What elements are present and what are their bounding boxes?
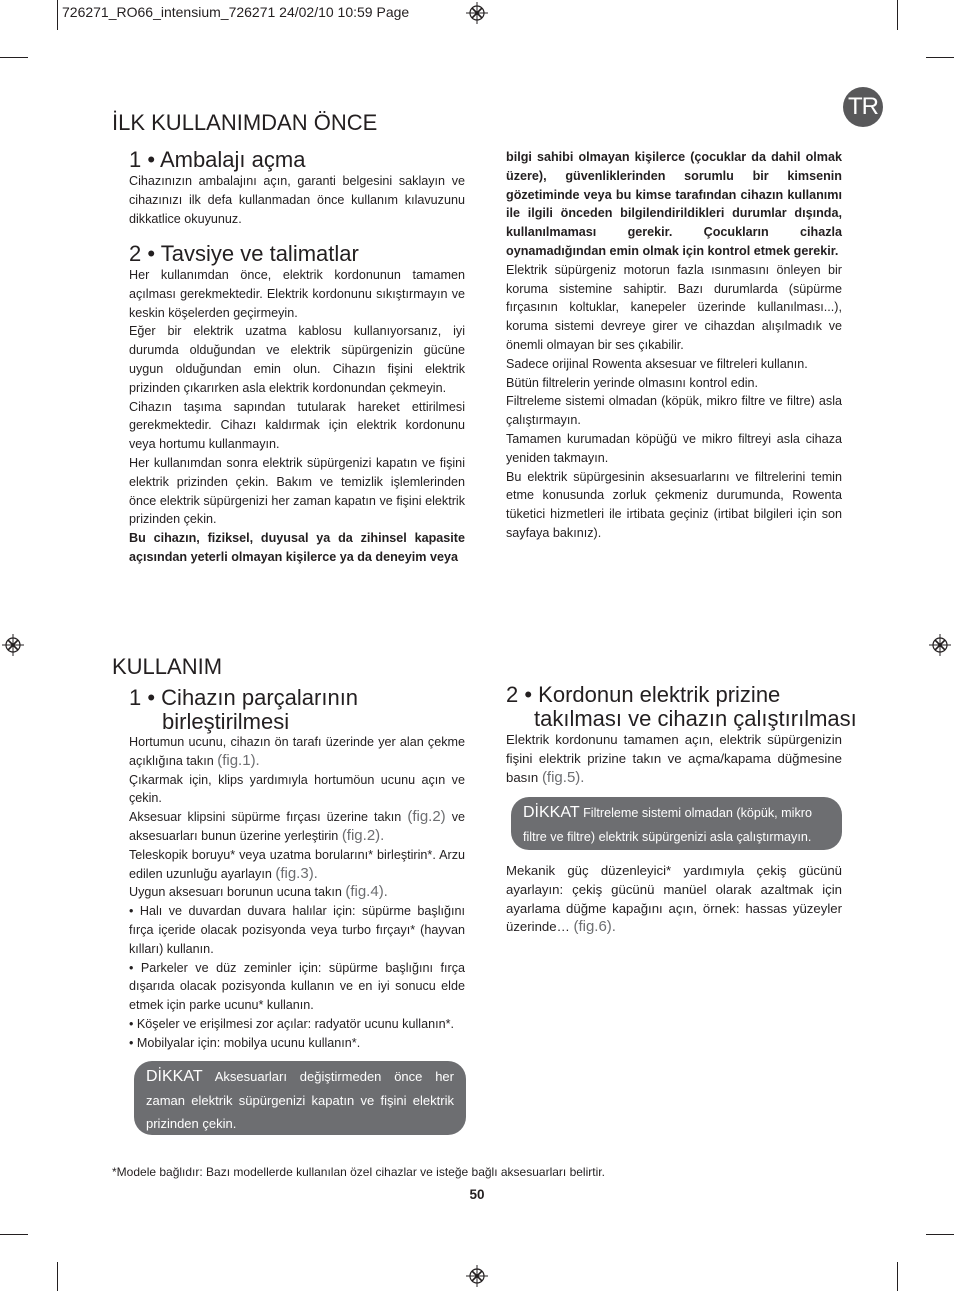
- plugging-text: [506, 731, 842, 787]
- footnote: *Modele bağlıdır: Bazı modellerde kullanılan özel cihazlar ve isteğe bağlı aksesuarları belirtir.: [112, 1165, 605, 1179]
- paragraph: Sadece orijinal Rowenta aksesuar ve filtreleri kullanın.: [506, 356, 808, 371]
- paragraph: [129, 883, 465, 902]
- advice-text-continued: [506, 148, 842, 543]
- paragraph: Çıkarmak için, klips yardımıyla hortumöun ucunu açın ve çekin.: [129, 772, 465, 806]
- power-regulator-text: [506, 862, 842, 937]
- section-title-usage: KULLANIM: [112, 654, 223, 679]
- figure-ref: (fig.1).: [217, 751, 260, 769]
- text: Hortumun ucunu, cihazın ön tarafı üzerinde yer alan çekme açıklığına takın: [129, 735, 465, 768]
- figure-ref: (fig.3).: [275, 864, 318, 882]
- crop-mark: [926, 1234, 954, 1235]
- figure-ref: (fig.5).: [541, 768, 585, 786]
- warning-box-filter: [511, 797, 842, 850]
- crop-mark: [57, 1262, 58, 1291]
- paragraph: [506, 731, 842, 787]
- subsection-title-unpacking: 1 • Ambalajı açma: [129, 147, 306, 172]
- page-number: 50: [469, 1187, 485, 1202]
- warning-keyword: DİKKAT: [146, 1068, 203, 1085]
- crop-mark: [926, 57, 954, 58]
- safety-warning-bold: Bu cihazın, fiziksel, duyusal ya da zihinsel kapasite açısından yeterli olmayan kişilerce ya da deneyim veya: [129, 531, 465, 564]
- paragraph: Cihazın taşıma sapından tutularak hareket ettirilmesi gerekmektedir. Cihazı kaldırmak için elektrik kordonunu veya hortumu kullanmayın.: [129, 399, 465, 452]
- crop-mark: [0, 1234, 28, 1235]
- figure-ref: (fig.6).: [573, 918, 616, 936]
- paragraph: Tamamen kurumadan köpüğü ve mikro filtreyi asla cihaza yeniden takmayın.: [506, 431, 842, 465]
- text: Mekanik güç düzenleyici* yardımıyla çekiş gücünü ayarlayın: çekiş gücünü manüel olarak azaltmak için ayarlama düğme kapağını açın, örnek: hassas yüzeyler üzerinde…: [506, 863, 842, 935]
- crop-mark: [897, 0, 898, 30]
- advice-text: [129, 266, 465, 567]
- warning-text: Aksesuarları değiştirmeden önce her zaman elektrik süpürgenizi kapatın ve fişini elektrik prizinden çekin.: [146, 1069, 454, 1131]
- paragraph: Filtreleme sistemi olmadan (köpük, mikro filtre ve filtre) asla çalıştırmayın.: [506, 394, 842, 428]
- paragraph: Her kullanımdan önce, elektrik kordonunun tamamen açılması gerekmektedir. Elektrik kordonunu sıkıştırmayın ve keskin köşelerden geçirmeyin.: [129, 268, 465, 320]
- paragraph: Elektrik süpürgeniz motorun fazla ısınmasını önleyen bir koruma sistemine sahiptir. Bazı durumlarda (süpürme fırçasının koltuklar, kanepeler üzerinde kullanılması...), koruma sistemi devreye girer ve cihazdan alışılmadık ve önemli olmayan bir ses çıkabilir.: [506, 262, 842, 352]
- registration-mark-icon: [466, 2, 488, 24]
- registration-mark-icon: [466, 1265, 488, 1287]
- figure-ref: (fig.4).: [345, 883, 388, 901]
- registration-mark-icon: [929, 634, 951, 656]
- warning-text: Filtreleme sistemi olmadan (köpük, mikro filtre ve filtre) elektrik süpürgenizi asla çalıştırmayın.: [523, 806, 812, 844]
- section-title-first-use: İLK KULLANIMDAN ÖNCE: [112, 110, 378, 135]
- bullet-item: • Mobilyalar için: mobilya ucunu kullanın*.: [129, 1035, 361, 1050]
- subsection-title-plugging: [506, 683, 857, 731]
- paragraph: [129, 808, 465, 846]
- subsection-title-advice: 2 • Tavsiye ve talimatlar: [129, 241, 359, 266]
- text: Aksesuar klipsini süpürme fırçası üzerine takın: [129, 810, 402, 825]
- bullet-item: • Parkeler ve düz zeminler için: süpürme başlığını fırça dışarıda olacak pozisyonda kullanın ve en iyi sonucu elde etmek için parke ucunu* kullanın.: [129, 960, 465, 1013]
- bullet-item: • Halı ve duvardan duvara halılar için: süpürme başlığını fırça içeride olacak pozisyonda veya turbo fırçayı* (hayvan kılları) kullanın.: [129, 904, 465, 956]
- language-badge: TR: [843, 87, 883, 127]
- crop-mark: [0, 57, 28, 58]
- paragraph: Bütün filtrelerin yerinde olmasını kontrol edin.: [506, 375, 759, 390]
- text: Elektrik kordonunu tamamen açın, elektrik süpürgenizin fişini elektrik prizine takın ve açma/kapama düğmesine basın: [506, 732, 842, 785]
- text: Uygun aksesuarı borunun ucuna takın: [129, 885, 342, 900]
- paragraph: Bu elektrik süpürgesinin aksesuarlarını ve filtrelerini temin etme konusunda zorluk çekmeniz durumunda, Rowenta tüketici hizmetleri ile irtibata geçiniz (irtibat bilgileri için son sayfaya bakınız).: [506, 469, 842, 540]
- figure-ref: (fig.2): [407, 808, 446, 826]
- title-line: birleştirilmesi: [162, 709, 290, 734]
- safety-warning-bold: bilgi sahibi olmayan kişilerce (çocuklar da dahil olmak üzere), güvenliklerinden sorumlu bir kimsenin gözetiminde veya bu kimse tarafından cihazın kullanımı ile ilgili önceden bilgilendirildikleri durumlar dışında, kullanılmaması gerekir. Çocukların cihazla oynamadığından emin olmak için kontrol etmek gerekir.: [506, 150, 842, 258]
- assembly-text: [129, 733, 465, 1053]
- text: Teleskopik boruyu* veya uzatma borularını* birleştirin*. Arzu edilen uzunluğu ayarlayın: [129, 847, 465, 881]
- text: ve aksesuarları bunun üzerine yerleştirin: [129, 810, 466, 843]
- bullet-item: • Köşeler ve erişilmesi zor açılar: radyatör ucunu kullanın*.: [129, 1016, 454, 1031]
- warning-box-accessories: [134, 1061, 466, 1135]
- paragraph: [129, 733, 465, 771]
- crop-mark: [57, 0, 58, 30]
- crop-mark: [897, 1262, 898, 1291]
- title-line: 1 • Cihazın parçalarının: [129, 685, 359, 710]
- paragraph: Her kullanımdan sonra elektrik süpürgenizi kapatın ve fişini elektrik prizinden çekin. Bakım ve temizlik işlemlerinden önce elektrik süpürgenizi her zaman kapatın ve fişini elektrik prizinden çekin.: [129, 455, 465, 527]
- unpacking-text: [129, 172, 465, 228]
- subsection-title-assembly: [129, 686, 358, 734]
- figure-ref: (fig.2).: [341, 826, 385, 844]
- paragraph: Cihazınızın ambalajını açın, garanti belgesini saklayın ve cihazınızı ilk defa kullanmadan önce kullanım kılavuzunu dikkatlice okuyunuz.: [129, 174, 465, 226]
- paragraph: [129, 846, 465, 884]
- title-line: 2 • Kordonun elektrik prizine: [506, 682, 781, 707]
- registration-mark-icon: [2, 634, 24, 656]
- paragraph: [506, 862, 842, 937]
- warning-keyword: DİKKAT: [523, 804, 580, 821]
- paragraph: Eğer bir elektrik uzatma kablosu kullanıyorsanız, iyi durumda olduğundan ve elektrik süpürgenizin gücüne uygun olduğundan emin olun. Cihazın fişini elektrik prizinden çıkarırken asla elektrik kordonundan çekmeyin.: [129, 324, 465, 395]
- print-slug: 726271_RO66_intensium_726271 24/02/10 10:59 Page: [62, 4, 410, 20]
- title-line: takılması ve cihazın çalıştırılması: [534, 706, 857, 731]
